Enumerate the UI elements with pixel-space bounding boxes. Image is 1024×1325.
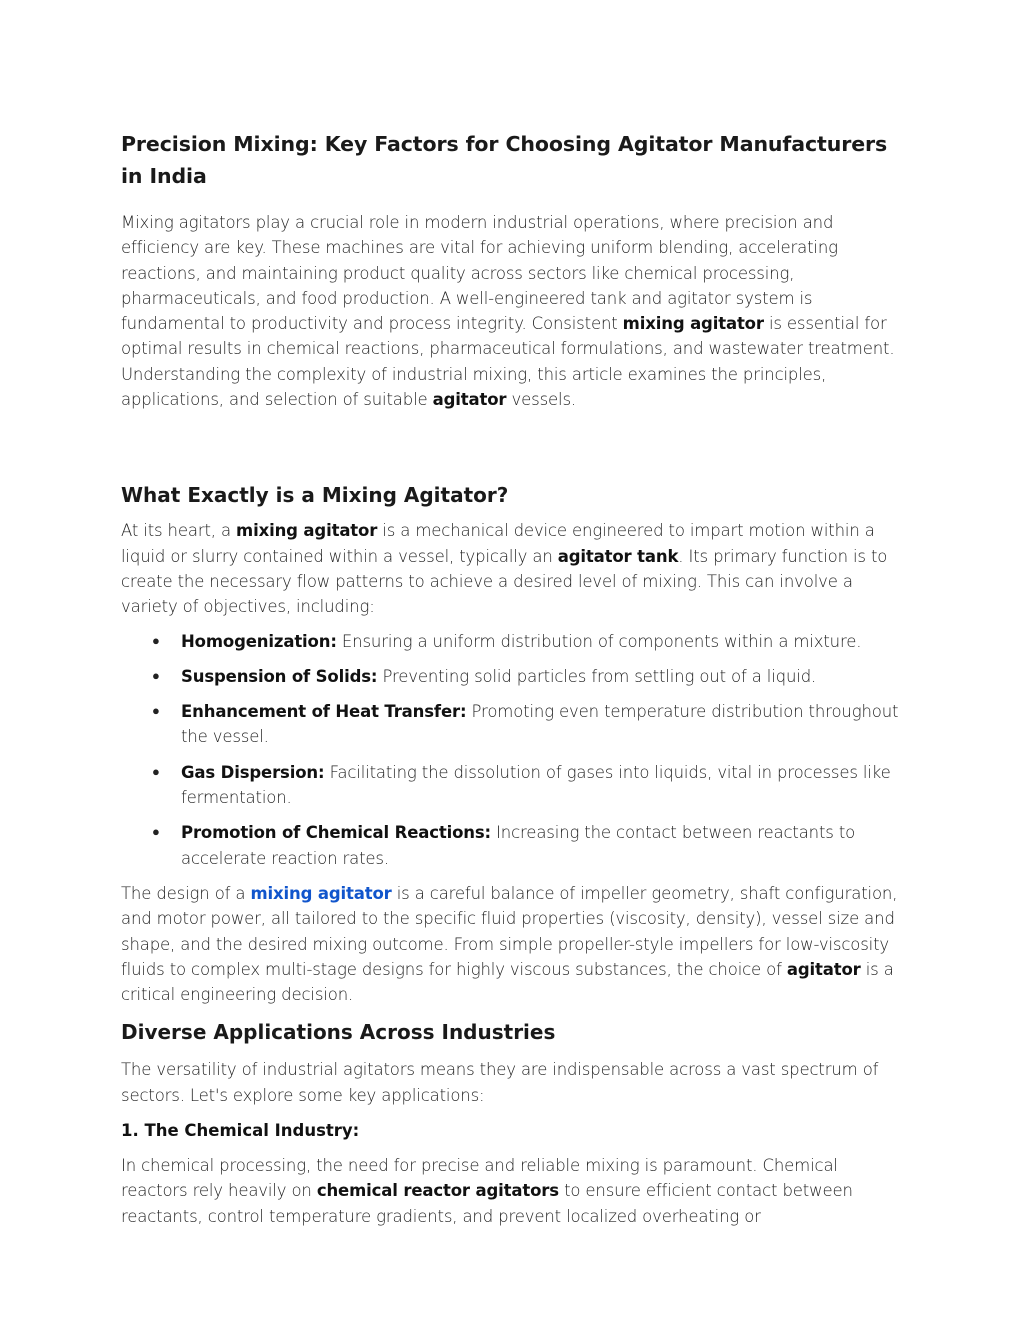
intro-text-3: vessels.: [506, 390, 577, 410]
s2p2-bold-chemical-reactor-agitators: chemical reactor agitators: [316, 1181, 559, 1201]
intro-bold-mixing-agitator: mixing agitator: [622, 314, 764, 334]
section1-paragraph-2: [121, 881, 906, 1007]
list-item: [121, 629, 906, 654]
bullet-icon: ●: [152, 825, 160, 841]
list-item-label: Enhancement of Heat Transfer:: [181, 702, 467, 722]
list-item-text: Promoting even temperature distribution throughout the vessel.: [181, 702, 899, 747]
section1-paragraph-1: [121, 518, 906, 619]
list-item-label: Suspension of Solids:: [181, 666, 378, 686]
bullet-icon: ●: [152, 704, 160, 720]
document-title: Precision Mixing: Key Factors for Choosing Agitator Manufacturers in India: [121, 132, 888, 188]
s1p1-bold-agitator-tank: agitator tank: [557, 546, 679, 566]
s1p1-bold-mixing-agitator: mixing agitator: [236, 521, 378, 541]
section2-paragraph-2: [121, 1153, 906, 1229]
s1p1-text-3: . Its primary function is to create the necessary flow patterns to achieve a desired level of mixing. This can involve a variety of objectives, including:: [121, 546, 888, 617]
list-item-label: Promotion of Chemical Reactions:: [181, 823, 491, 843]
list-item: [121, 664, 906, 689]
section-heading-applications: Diverse Applications Across Industries: [121, 1020, 556, 1045]
mixing-agitator-link[interactable]: mixing agitator: [250, 883, 392, 903]
objectives-list: [121, 629, 906, 871]
section-heading-what-is: What Exactly is a Mixing Agitator?: [121, 483, 509, 508]
section2-paragraph-1: The versatility of industrial agitators means they are indispensable across a vast spectrum of sectors. Let's explore some key applications:: [121, 1060, 879, 1105]
s1p2-text-2: is a careful balance of impeller geometry, shaft configuration, and motor power, all tailored to the specific fluid properties (viscosity, density), vessel size and shape, and the desired mixing outcome. From simple propeller-style impellers for low-viscosity fluids to complex multi-stage designs for highly viscous substances, the choice of: [121, 883, 898, 979]
s1p1-text-2: is a mechanical device engineered to impart motion within a liquid or slurry contained within a vessel, typically an: [121, 521, 875, 566]
intro-text-1: Mixing agitators play a crucial role in modern industrial operations, where precision and efficiency are key. These machines are vital for achieving uniform blending, accelerating reactions, and maintaining product quality across sectors like chemical processing, pharmaceuticals, and food production. A well-engineered tank and agitator system is fundamental to productivity and process integrity. Consistent: [121, 213, 838, 334]
list-item-text: Preventing solid particles from settling out of a liquid.: [377, 666, 817, 686]
s2p2-text-1: In chemical processing, the need for precise and reliable mixing is paramount. Chemical reactors rely heavily on: [121, 1156, 838, 1201]
s2p2-text-2: to ensure efficient contact between reactants, control temperature gradients, and prevent localized overheating or: [121, 1181, 853, 1226]
s1p2-bold-agitator: agitator: [786, 959, 861, 979]
s1p2-text-1: The design of a: [121, 883, 251, 903]
bullet-icon: ●: [152, 633, 160, 649]
intro-text-2: is essential for optimal results in chemical reactions, pharmaceutical formulations, and wastewater treatment. Understanding the complexity of industrial mixing, this article examines the principles, applications, and selection of suitable: [121, 314, 895, 410]
document-page: [121, 128, 906, 1229]
intro-paragraph: [121, 210, 906, 412]
intro-bold-agitator: agitator: [432, 390, 507, 410]
list-item: [121, 760, 906, 811]
list-item-text: Increasing the contact between reactants to accelerate reaction rates.: [181, 823, 856, 868]
s1p1-text-1: At its heart, a: [121, 521, 237, 541]
list-item-text: Facilitating the dissolution of gases into liquids, vital in processes like fermentation.: [181, 762, 891, 808]
list-item: [121, 699, 906, 750]
list-item-label: Gas Dispersion:: [181, 762, 325, 782]
bullet-icon: ●: [152, 764, 160, 780]
s1p2-text-3: is a critical engineering decision.: [121, 959, 894, 1005]
list-item-label: Homogenization:: [181, 631, 337, 651]
subheading-chemical-industry: 1. The Chemical Industry:: [121, 1121, 360, 1141]
bullet-icon: ●: [152, 668, 160, 684]
list-item-text: Ensuring a uniform distribution of components within a mixture.: [336, 631, 862, 651]
list-item: [121, 820, 906, 871]
